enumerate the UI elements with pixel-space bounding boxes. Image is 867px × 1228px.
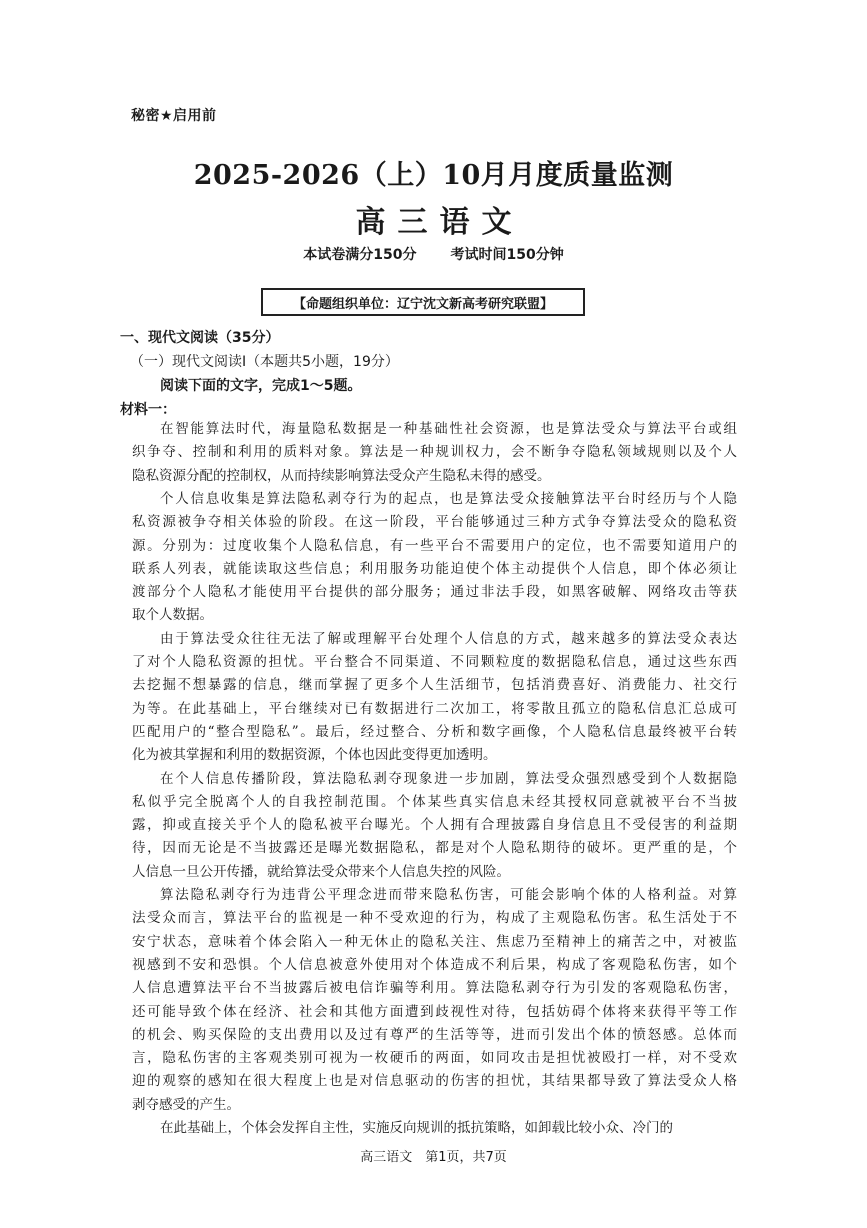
passage-line: 在智能算法时代，海量隐私数据是一种基础性社会资源，也是算法受众与算法平台或组 (160, 421, 737, 437)
exam-meta (0, 244, 867, 264)
passage-line: 人信息一旦公开传播，就给算法受众带来个人信息失控的风险。 (132, 863, 510, 880)
passage-line: 人信息遭算法平台不当披露后被电信诈骗等利用。算法隐私剥夺行为引发的客观隐私伤害， (132, 980, 737, 997)
passage-line: 算法隐私剥夺行为违背公平理念进而带来隐私伤害，可能会影响个体的人格利益。对算 (160, 887, 737, 903)
passage-line: 取个人数据。 (132, 607, 213, 624)
passage-line: 为等。在此基础上，平台继续对已有数据进行二次加工，将零散且孤立的隐私信息汇总成可 (132, 700, 737, 717)
organizer-box (261, 288, 585, 316)
passage-line: 织争夺、控制和利用的质料对象。算法是一种规训权力，会不断争夺隐私领域规则以及个人 (132, 444, 737, 461)
subject-title: 高三语文 (355, 205, 524, 240)
section-heading: 一、现代文阅读（35分） (120, 330, 280, 346)
passage-line: 渡部分个人隐私才能使用平台提供的部分服务；通过非法手段，如黑客破解、网络攻击等获 (132, 584, 737, 601)
passage-line: 匹配用户的“整合型隐私”。最后，经过整合、分析和数字画像，个人隐私信息最终被平台转 (132, 723, 737, 740)
passage-line: 去挖掘不想暴露的信息，继而掌握了更多个人生活细节，包括消费喜好、消费能力、社交行 (132, 677, 737, 694)
passage-line: 安宁状态，意味着个体会陷入一种无休止的隐私关注、焦虑乃至精神上的痛苦之中，对被监 (132, 933, 737, 950)
passage-line: 迎的观察的感知在很大程度上也是对信息驱动的伤害的担忧，其结果都导致了算法受众人格 (132, 1073, 737, 1090)
passage-line: 露，抑或直接关乎个人的隐私被平台曝光。个人拥有合理披露自身信息且不受侵害的利益期 (132, 817, 737, 834)
passage-line: 视感到不安和恐惧。个人信息被意外使用对个体造成不利后果，构成了客观隐私伤害，如个 (132, 956, 737, 973)
passage-line: 在个人信息传播阶段，算法隐私剥夺现象进一步加剧，算法受众强烈感受到个人数据隐 (160, 770, 737, 787)
passage-line: 私资源被争夺相关体验的阶段。在这一阶段，平台能够通过三种方式争夺算法受众的隐私资 (132, 514, 737, 531)
subsection-heading: （一）现代文阅读Ⅰ（本题共5小题，19分） (130, 354, 399, 370)
passage-line: 待，因而无论是不当披露还是曝光数据隐私，都是对个人隐私期待的破坏。更严重的是，个 (132, 840, 737, 857)
passage-line: 个人信息收集是算法隐私剥夺行为的起点，也是算法受众接触算法平台时经历与个人隐 (160, 490, 737, 507)
passage-line: 的机会、购买保险的支出费用以及过有尊严的生活等等，进而引发出个体的愤怒感。总体而 (132, 1026, 737, 1043)
exam-title: 2025-2026（上）10月月度质量监测 (193, 160, 674, 191)
passage-line: 源。分别为：过度收集个人隐私信息，有一些平台不需要用户的定位，也不需要知道用户的 (132, 537, 737, 554)
page-footer: 高三语文 第1页，共7页 (360, 1150, 507, 1166)
material-label: 材料一： (120, 402, 176, 418)
reading-instruction: 阅读下面的文字，完成1～5题。 (160, 378, 362, 394)
passage-line: 言，隐私伤害的主客观类别可视为一枚硬币的两面，如同攻击是担忧被殴打一样，对不受欢 (132, 1050, 737, 1067)
exam-time: 考试时间150分钟 (450, 247, 564, 263)
passage-line: 隐私资源分配的控制权，从而持续影响算法受众产生隐私未得的感受。 (132, 467, 551, 484)
passage-line: 剥夺感受的产生。 (132, 1096, 240, 1113)
secret-mark: 秘密★启用前 (131, 108, 217, 124)
passage-line: 联系人列表，就能读取这些信息；利用服务功能迫使个体主动提供个人信息，即个体必须让 (132, 560, 737, 577)
passage-line: 私似乎完全脱离个人的自我控制范围。个体某些真实信息未经其授权同意就被平台不当披 (132, 793, 737, 810)
passage-line: 还可能导致个体在经济、社会和其他方面遭到歧视性对待，包括妨碍个体将来获得平等工作 (132, 1003, 737, 1020)
passage-line: 在此基础上，个体会发挥自主性，实施反向规训的抵抗策略，如卸载比较小众、冷门的 (160, 1120, 673, 1136)
passage-line: 化为被其掌握和利用的数据资源，个体也因此变得更加透明。 (132, 747, 497, 764)
passage-line: 由于算法受众往往无法了解或理解平台处理个人信息的方式，越来越多的算法受众表达 (160, 630, 737, 647)
full-score: 本试卷满分150分 (303, 247, 417, 263)
passage-line: 法受众而言，算法平台的监视是一种不受欢迎的行为，构成了主观隐私伤害。私生活处于不 (132, 910, 737, 927)
organizer-text: 【命题组织单位：辽宁沈文新高考研究联盟】 (292, 296, 553, 312)
passage-line: 了对个人隐私资源的担忧。平台整合不同渠道、不同颗粒度的数据隐私信息，通过这些东西 (132, 654, 737, 670)
